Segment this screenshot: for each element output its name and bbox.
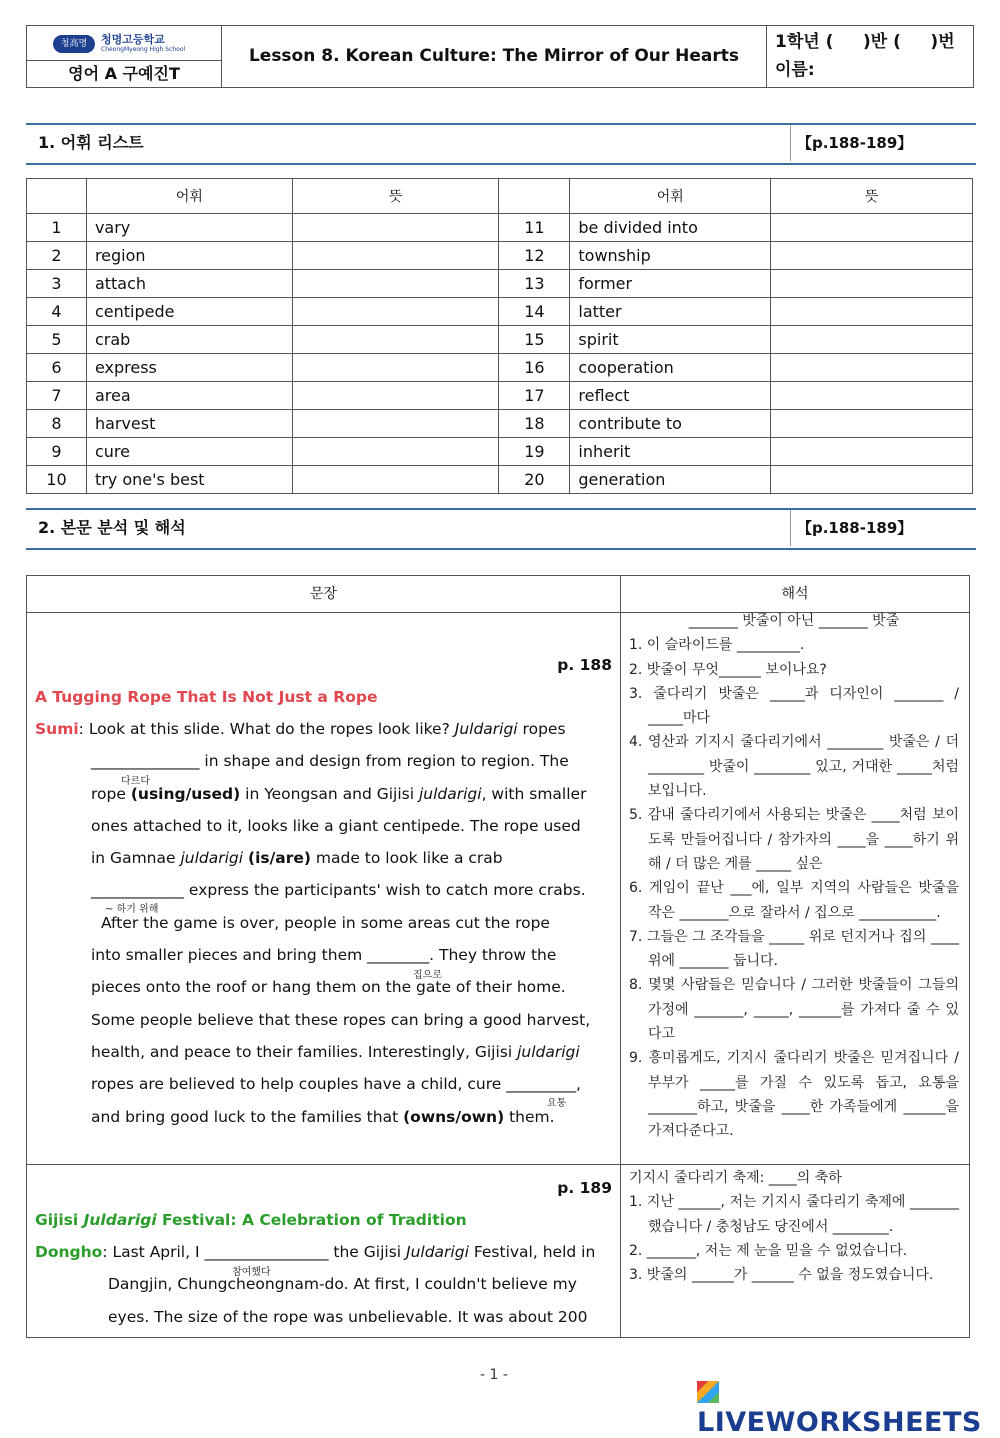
vocab-meaning-input[interactable] <box>771 242 973 270</box>
vocab-meaning-input[interactable] <box>292 242 499 270</box>
vocab-meaning-input[interactable] <box>771 298 973 326</box>
school-name-en: CheongMyeong High School <box>101 46 186 53</box>
choice-using-used[interactable]: (using/used) <box>130 784 241 803</box>
section-title: 1. 어휘 리스트 <box>38 133 144 152</box>
vocab-number: 5 <box>27 326 87 354</box>
gloss-backache: 요통 <box>547 1098 567 1109</box>
speaker: Sumi <box>35 720 79 738</box>
speaker: Dongho <box>35 1243 103 1261</box>
vocab-meaning-input[interactable] <box>771 382 973 410</box>
vocab-meaning-input[interactable] <box>292 270 499 298</box>
passage-title: Gijisi Juldarigi Festival: A Celebration of Tradition <box>35 1211 467 1229</box>
vocab-meaning-input[interactable] <box>292 214 499 242</box>
vocab-word: area <box>86 382 292 410</box>
vocab-meaning-input[interactable] <box>771 270 973 298</box>
section-pages: 【p.188-189】 <box>790 125 912 161</box>
section-title: 2. 본문 분석 및 해석 <box>38 518 186 537</box>
vocab-word: cooperation <box>570 354 771 382</box>
vocab-number: 15 <box>499 326 570 354</box>
school-emblem: 청高명 <box>53 35 95 53</box>
vocab-row <box>27 242 973 270</box>
vocab-word: crab <box>86 326 292 354</box>
gloss-participated: 참여했다 <box>232 1267 271 1278</box>
vocab-word: inherit <box>570 438 771 466</box>
vocab-meaning-input[interactable] <box>292 354 499 382</box>
vocab-number: 20 <box>499 466 570 494</box>
header-meaning: 뜻 <box>292 179 499 214</box>
vocab-row <box>27 354 973 382</box>
col-translation-header: 해석 <box>621 576 969 613</box>
school-logo <box>27 26 222 61</box>
col-sentence-header: 문장 <box>27 576 620 613</box>
vocab-word: centipede <box>86 298 292 326</box>
vocab-word: latter <box>570 298 771 326</box>
vocab-row <box>27 270 973 298</box>
vocab-table <box>26 178 973 494</box>
vocab-word: express <box>86 354 292 382</box>
vocab-meaning-input[interactable] <box>771 354 973 382</box>
vocab-word: be divided into <box>570 214 771 242</box>
passage-title: A Tugging Rope That Is Not Just a Rope <box>35 688 378 706</box>
teacher-name: 영어 A 구예진T <box>27 61 222 87</box>
vocab-word: township <box>570 242 771 270</box>
vocab-number: 16 <box>499 354 570 382</box>
vocab-number: 9 <box>27 438 87 466</box>
vocab-meaning-input[interactable] <box>292 410 499 438</box>
vocab-word: former <box>570 270 771 298</box>
vocab-row <box>27 298 973 326</box>
vocab-row <box>27 214 973 242</box>
column-divider <box>620 576 621 1337</box>
passage-body: Dongho: Last April, I ________________ the Gijisi Juldarigi Festival, held in Dangjin, Chungcheongnam-do. At first, I couldn't believe my eyes. The size of the rope was unbelievable. It was about 200 <box>35 1243 596 1326</box>
blank-home[interactable]: into smaller pieces and bring them ________. They throw the <box>91 946 557 965</box>
vocab-row <box>27 466 973 494</box>
gloss-to: ~ 하기 위해 <box>105 904 159 915</box>
vocab-number: 10 <box>27 466 87 494</box>
vocab-number: 7 <box>27 382 87 410</box>
vocab-number: 19 <box>499 438 570 466</box>
lesson-title: Lesson 8. Korean Culture: The Mirror of Our Hearts <box>222 26 767 87</box>
vocab-number: 13 <box>499 270 570 298</box>
vocab-meaning-input[interactable] <box>292 326 499 354</box>
logo-icon <box>697 1381 719 1403</box>
analysis-table <box>26 575 970 1338</box>
student-info <box>775 28 955 84</box>
translation-p189: 기지시 줄다리기 축제: ____의 축하 1. 지난 ______, 저는 기지시 줄다리기 축제에 _______했습니다 / 충청남도 당진에서 ________. 2. _______, 저는 제 눈을 믿을 수 없었습니다. 3. 밧줄의 ______가 ______ 수 없을 정도였습니다. <box>629 1166 959 1287</box>
vocab-word: spirit <box>570 326 771 354</box>
header-blank <box>27 179 87 214</box>
vocab-number: 11 <box>499 214 570 242</box>
page-label: p. 188 <box>557 656 612 674</box>
vocab-number: 3 <box>27 270 87 298</box>
row-divider <box>27 1164 969 1165</box>
translation-title[interactable]: _______ 밧줄이 아닌 _______ 밧줄 <box>688 613 900 629</box>
vocab-meaning-input[interactable] <box>771 214 973 242</box>
vocab-header-row <box>27 179 973 214</box>
vocab-word: try one's best <box>86 466 292 494</box>
liveworksheets-logo: LIVEWORKSHEETS <box>697 1376 1000 1438</box>
vocab-word: reflect <box>570 382 771 410</box>
vocab-row <box>27 326 973 354</box>
section-pages: 【p.188-189】 <box>790 510 912 546</box>
gloss-home: 집으로 <box>413 970 442 981</box>
translation-title[interactable]: 기지시 줄다리기 축제: ____의 축하 <box>629 1170 842 1186</box>
passage-p189 <box>35 1172 612 1333</box>
vocab-meaning-input[interactable] <box>771 326 973 354</box>
vocab-number: 8 <box>27 410 87 438</box>
section-text-heading <box>26 508 976 550</box>
vocab-number: 6 <box>27 354 87 382</box>
translation-p188: _______ 밧줄이 아닌 _______ 밧줄 1. 이 슬라이드를 _________. 2. 밧줄이 무엇______ 보이나요? 3. 줄다리기 밧줄은 _____과 디자인이 _______ / _____마다 4. 영산과 기지시 줄다리기에서 ________ 밧줄은 / 더 ________ 밧줄이 ________ 있고, 거대한 _____처럼 보입니다. 5. 감내 줄다리기에서 사용되는 밧줄은 ____처럼 보이도록 만들어집니다 / 참가자의 ____을 ____하기 위해 / 더 많은 게를 _____ 싶은 6. 게임이 끝난 ___에, 일부 지역의 사람들은 밧줄을 작은 _______으로 잘라서 / 집으로 ___________. 7. 그들은 그 조각들을 _____ 위로 던지거나 집의 ____ 위에 _______ 둡니다. 8. 몇몇 사람들은 믿습니다 / 그러한 밧줄들이 그들의 가정에 _______, _____, ______를 가져다 줄 수 있다고 9. 흥미롭게도, 기지시 줄다리기 밧줄은 믿겨집니다 / 부부가 _____를 가질 수 있도록 돕고, 요통을 _______하고, 밧줄을 ____한 가족들에게 ______을 가져다준다고. <box>629 609 959 1144</box>
vocab-number: 14 <box>499 298 570 326</box>
name-field[interactable]: 이름: <box>775 60 815 80</box>
header-meaning: 뜻 <box>771 179 973 214</box>
vocab-meaning-input[interactable] <box>771 438 973 466</box>
page-number: - 1 - <box>480 1367 508 1383</box>
vocab-meaning-input[interactable] <box>292 438 499 466</box>
vocab-number: 17 <box>499 382 570 410</box>
vocab-row <box>27 382 973 410</box>
vocab-meaning-input[interactable] <box>292 298 499 326</box>
vocab-row <box>27 410 973 438</box>
vocab-number: 4 <box>27 298 87 326</box>
header-word: 어휘 <box>86 179 292 214</box>
vocab-number: 18 <box>499 410 570 438</box>
blank-to[interactable]: ____________ express the participants' wish to catch more crabs. <box>91 881 586 900</box>
vocab-word: attach <box>86 270 292 298</box>
vocab-meaning-input[interactable] <box>771 466 973 494</box>
class-field[interactable]: 1학년 ( )반 ( )번 <box>775 32 955 52</box>
passage-body: Sumi: Look at this slide. What do the ropes look like? Juldarigi ropes ______________ in shape and design from region to region. The rope (using/used) in Yeongsan and Gijisi juldarigi, with smaller ones attached to it, looks like a giant centipede. The rope used in Gamnae juldarigi (is/are) made to look like a crab ____________ express the participants' wish to catch more crabs. After the game is over, people in some areas cut the rope into smaller pieces and bring them ________. They throw the pieces onto the roof or hang them on the gate of their home. Some people believe that these ropes can bring a good harvest, health, and peace to their families. Interestingly, Gijisi juldarigi ropes are believed to help couples have a child, cure _________, and bring good luck to the families that (owns/own) them. <box>35 713 612 1133</box>
vocab-meaning-input[interactable] <box>292 466 499 494</box>
blank-backache[interactable]: ropes are believed to help couples have a child, cure _________, <box>91 1075 581 1094</box>
blank-participated[interactable]: : Last April, I ________________ the Gijisi <box>102 1243 407 1261</box>
choice-owns-own[interactable]: (owns/own) <box>403 1107 505 1126</box>
vocab-meaning-input[interactable] <box>771 410 973 438</box>
passage-p188 <box>35 649 612 1133</box>
blank-vary[interactable]: ______________ in shape and design from region to region. The <box>91 752 569 771</box>
vocab-word: harvest <box>86 410 292 438</box>
vocab-word: region <box>86 242 292 270</box>
vocab-number: 12 <box>499 242 570 270</box>
header-blank <box>499 179 570 214</box>
page-label: p. 189 <box>557 1179 612 1197</box>
school-name: 청명고등학교 <box>101 33 165 46</box>
vocab-word: generation <box>570 466 771 494</box>
vocab-number: 1 <box>27 214 87 242</box>
vocab-meaning-input[interactable] <box>292 382 499 410</box>
header-table <box>26 25 974 88</box>
vocab-word: contribute to <box>570 410 771 438</box>
vocab-number: 2 <box>27 242 87 270</box>
vocab-row <box>27 438 973 466</box>
header-word: 어휘 <box>570 179 771 214</box>
vocab-word: cure <box>86 438 292 466</box>
vocab-word: vary <box>86 214 292 242</box>
section-vocab-heading <box>26 123 976 165</box>
gloss-vary: 다르다 <box>121 776 150 787</box>
choice-is-are[interactable]: (is/are) <box>248 849 311 868</box>
